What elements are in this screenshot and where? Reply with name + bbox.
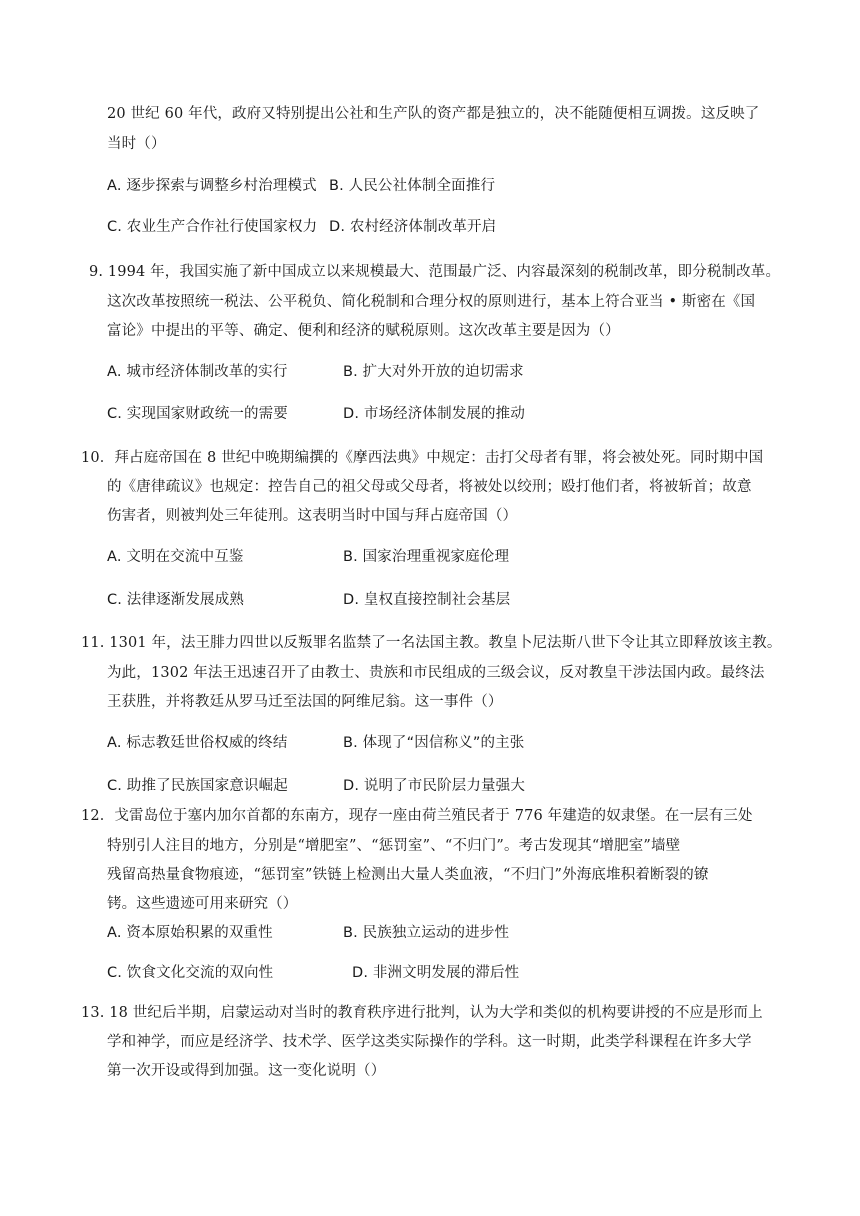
q12-stem-line-1: 12．戈雷岛位于塞内加尔首都的东南方，现存一座由荷兰殖民者于 776 年建造的奴隶堡。在一层有三处 — [81, 808, 753, 824]
q12-stem-line-3: 残留高热量食物痕迹，“惩罚室”铁链上检测出大量人类血液，“不归门”外海底堆积着断裂的镣 — [107, 867, 709, 883]
q9-stem-line-3: 富论》中提出的平等、确定、便利和经济的赋税原则。这次改革主要是因为（） — [107, 323, 620, 339]
q12-stem-line-2: 特别引人注目的地方，分别是“增肥室”、“惩罚室”、“不归门”。考古发现其“增肥室”墙壁 — [107, 838, 681, 854]
q9-stem-line-1: 9. 1994 年，我国实施了新中国成立以来规模最大、范围最广泛、内容最深刻的税制改革，即分税制改革。 — [89, 264, 781, 280]
q10-stem-line-3: 伤害者，则被判处三年徒刑。这表明当时中国与拜占庭帝国（） — [107, 508, 518, 524]
q8-stem-line-2: 当时（） — [107, 136, 166, 152]
q12-option-b: B. 民族独立运动的进步性 — [343, 925, 510, 941]
q10-stem-line-2: 的《唐律疏议》也规定：控告自己的祖父母或父母者，将被处以绞刑；殴打他们者，将被斩首；故意 — [107, 479, 752, 495]
q13-stem-line-1: 13. 18 世纪后半期，启蒙运动对当时的教育秩序进行批判，认为大学和类似的机构要讲授的不应是形而上 — [81, 1005, 763, 1021]
q9-option-c: C. 实现国家财政统一的需要 — [107, 406, 288, 422]
q11-option-a: A. 标志教廷世俗权威的终结 — [107, 735, 288, 751]
q10-option-b: B. 国家治理重视家庭伦理 — [343, 549, 510, 565]
q12-option-c: C. 饮食文化交流的双向性 — [107, 965, 274, 981]
q10-option-a: A. 文明在交流中互鉴 — [107, 549, 244, 565]
q9-option-d: D. 市场经济体制发展的推动 — [343, 406, 525, 422]
q9-option-b: B. 扩大对外开放的迫切需求 — [343, 364, 524, 380]
q8-option-a: A. 逐步探索与调整乡村治理模式 — [107, 178, 317, 194]
q13-stem-line-2: 学和神学，而应是经济学、技术学、医学这类实际操作的学科。这一时期，此类学科课程在许多大学 — [107, 1034, 752, 1050]
q10-stem-line-1: 10．拜占庭帝国在 8 世纪中晚期编撰的《摩西法典》中规定：击打父母者有罪，将会被处死。同时期中国 — [81, 450, 764, 466]
q10-option-d: D. 皇权直接控制社会基层 — [343, 592, 511, 608]
q11-stem-line-2: 为此，1302 年法王迅速召开了由教士、贵族和市民组成的三级会议，反对教皇干涉法国内政。最终法 — [107, 665, 765, 681]
q12-stem-line-4: 铐。这些遗迹可用来研究（） — [107, 896, 298, 912]
q11-option-b: B. 体现了“因信称义”的主张 — [343, 735, 525, 751]
q11-option-d: D. 说明了市民阶层力量强大 — [343, 778, 525, 794]
q12-option-a: A. 资本原始积累的双重性 — [107, 925, 273, 941]
q11-stem-line-3: 王获胜，并将教廷从罗马迁至法国的阿维尼翁。这一事件（） — [107, 694, 503, 710]
q8-option-c: C. 农业生产合作社行使国家权力 — [107, 219, 318, 235]
q9-option-a: A. 城市经济体制改革的实行 — [107, 364, 288, 380]
q12-option-d: D. 非洲文明发展的滞后性 — [352, 965, 520, 981]
q13-stem-line-3: 第一次开设或得到加强。这一变化说明（） — [107, 1063, 386, 1079]
q11-option-c: C. 助推了民族国家意识崛起 — [107, 778, 288, 794]
q8-option-b: B. 人民公社体制全面推行 — [329, 178, 496, 194]
q9-stem-line-2: 这次改革按照统一税法、公平税负、简化税制和合理分权的原则进行，基本上符合亚当 • 斯密在《国 — [107, 294, 756, 310]
q11-stem-line-1: 11. 1301 年，法王腓力四世以反叛罪名监禁了一名法国主教。教皇卜尼法斯八世下令让其立即释放该主教。 — [81, 635, 782, 651]
q10-option-c: C. 法律逐渐发展成熟 — [107, 592, 244, 608]
q8-option-d: D. 农村经济体制改革开启 — [329, 219, 497, 235]
q8-stem-line-1: 20 世纪 60 年代，政府又特别提出公社和生产队的资产都是独立的，决不能随便相互调拨。这反映了 — [107, 106, 760, 122]
